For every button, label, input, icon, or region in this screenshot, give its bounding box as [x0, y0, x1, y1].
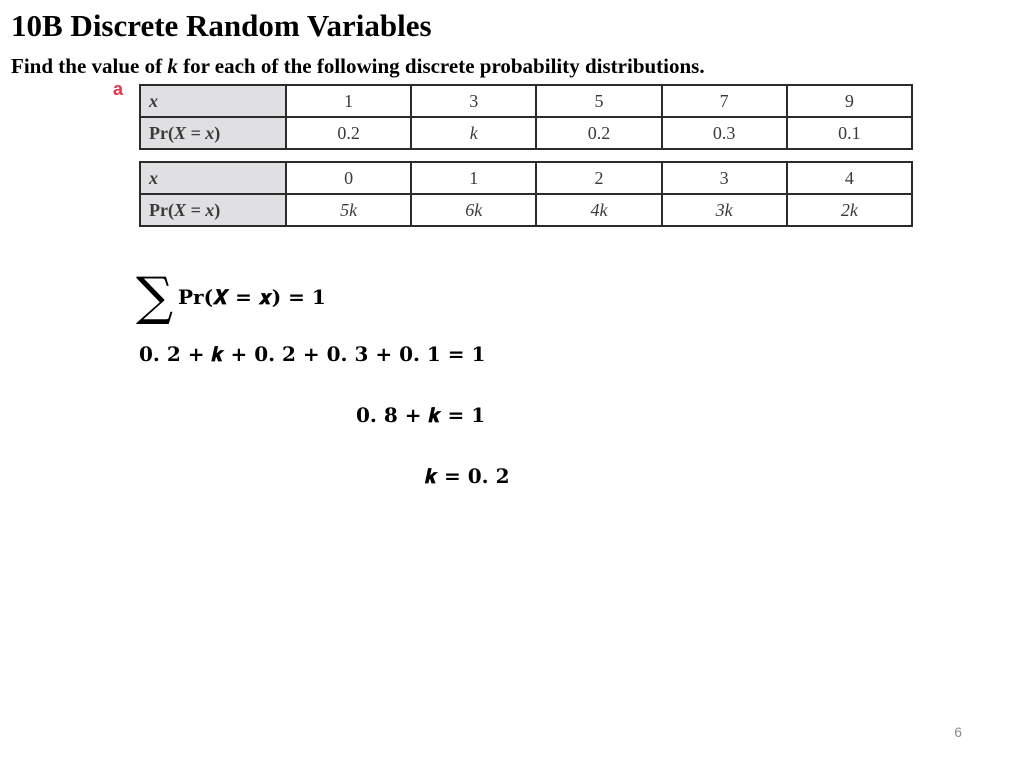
table-cell: 3k	[662, 194, 787, 226]
table-cell: 4k	[536, 194, 661, 226]
table-cell: 9	[787, 85, 912, 117]
table-cell: 3	[411, 85, 536, 117]
table-cell: 5k	[286, 194, 411, 226]
x-label: x	[149, 90, 158, 111]
row-header-x	[140, 162, 286, 194]
table-cell: 0.2	[536, 117, 661, 149]
table-cell: 2k	[787, 194, 912, 226]
table-row-probability	[140, 117, 912, 149]
page-number: 6	[954, 724, 962, 740]
table-cell: 1	[286, 85, 411, 117]
pr-variable: X = x	[173, 199, 215, 220]
working-step-3: 𝒌 = 𝟎. 𝟐	[425, 464, 510, 488]
row-header-probability	[140, 117, 286, 149]
distribution-table-b	[139, 161, 913, 227]
table-cell: 6k	[411, 194, 536, 226]
table-row-x	[140, 85, 912, 117]
subtitle-variable: k	[167, 54, 178, 78]
row-header-x	[140, 85, 286, 117]
part-label: a	[113, 79, 124, 99]
table-cell: 0.2	[286, 117, 411, 149]
pr-variable: X = x	[173, 122, 215, 143]
x-label: x	[149, 167, 158, 188]
slide-subtitle	[11, 52, 705, 80]
subtitle-text-start: Find the value of	[11, 54, 168, 78]
sum-rule-equation: Pr(𝑿 = 𝒙) = 𝟏	[178, 285, 326, 309]
table-cell: 7	[662, 85, 787, 117]
table-cell: 4	[787, 162, 912, 194]
table-cell: 2	[536, 162, 661, 194]
table-cell: 0.1	[787, 117, 912, 149]
subtitle-text-end: for each of the following discrete probability distributions.	[177, 54, 705, 78]
table-cell: 5	[536, 85, 661, 117]
working-step-1: 𝟎. 𝟐 + 𝒌 + 𝟎. 𝟐 + 𝟎. 𝟑 + 𝟎. 𝟏 = 𝟏	[139, 342, 486, 366]
distribution-table-a	[139, 84, 913, 150]
table-cell: 0	[286, 162, 411, 194]
table-row-probability	[140, 194, 912, 226]
table-row-x	[140, 162, 912, 194]
table-cell: k	[411, 117, 536, 149]
table-cell: 3	[662, 162, 787, 194]
slide-title: 10B Discrete Random Variables	[11, 8, 432, 43]
pr-suffix: )	[214, 122, 221, 143]
table-cell: 1	[411, 162, 536, 194]
table-cell: 0.3	[662, 117, 787, 149]
working-step-2: 𝟎. 𝟖 + 𝒌 = 𝟏	[356, 403, 486, 427]
pr-prefix: Pr(	[149, 122, 174, 143]
pr-suffix: )	[214, 199, 221, 220]
summation-sign: ∑	[136, 267, 174, 327]
row-header-probability	[140, 194, 286, 226]
pr-prefix: Pr(	[149, 199, 174, 220]
